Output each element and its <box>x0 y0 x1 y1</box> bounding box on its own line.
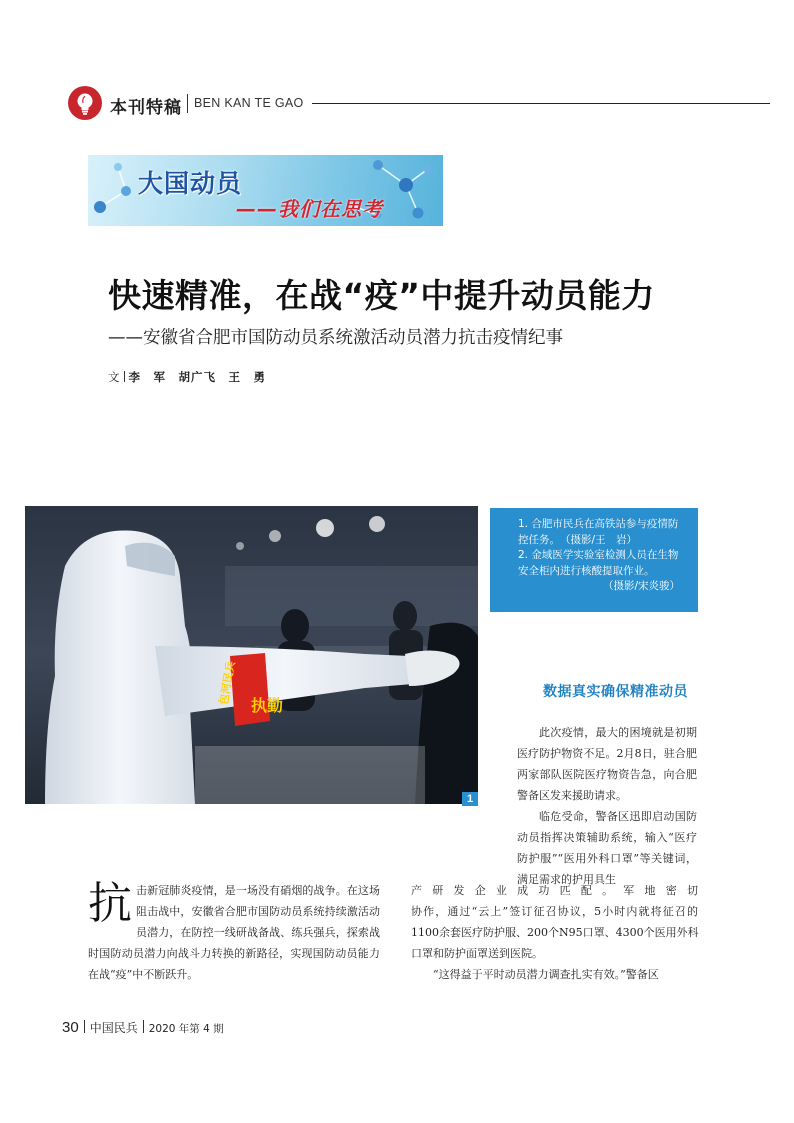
section-heading: 数据真实确保精准动员 <box>543 684 688 700</box>
byline-prefix: 文 <box>108 370 120 384</box>
column-name-en: BEN KAN TE GAO <box>194 96 304 110</box>
article-subtitle: ——安徽省合肥市国防动员系统激活动员潜力抗击疫情纪事 <box>108 328 563 348</box>
armband-text: 包河民兵 <box>217 660 238 706</box>
caption-line-2: 2. 金域医学实验室检测人员在生物安全柜内进行核酸提取作业。 <box>518 549 679 577</box>
byline-authors: 李 军 胡广飞 王 勇 <box>128 370 266 384</box>
photo-illustration <box>25 506 478 804</box>
series-banner <box>88 155 443 226</box>
footer-separator <box>84 1020 85 1033</box>
lead-paragraph <box>88 880 380 985</box>
caption-credit-2: （摄影/宋炎骏） <box>602 580 680 592</box>
text-line: “这得益于平时动员潜力调查扎实有效。”警备区 <box>433 968 659 981</box>
armband-duty: 执勤 <box>251 696 284 715</box>
byline <box>108 369 266 385</box>
header-rule <box>312 103 770 104</box>
lightbulb-icon <box>68 86 102 120</box>
body-paragraph-1: 此次疫情，最大的困境就是初期医疗防护物资不足。2月8日，驻合肥两家部队医院医疗物资告急，向合肥警备区发来援助请求。 <box>517 726 697 802</box>
right-column-text <box>517 722 697 890</box>
page-footer <box>62 1017 224 1036</box>
page-number: 30 <box>62 1019 79 1036</box>
header-separator <box>187 94 188 113</box>
byline-separator <box>124 371 125 382</box>
article-title: 快速精准，在战“疫”中提升动员能力 <box>108 276 655 315</box>
text-line: 产研发企业成功匹配。军地密切 <box>411 884 698 897</box>
lead-text: 击新冠肺炎疫情，是一场没有硝烟的战争。在这场阻击战中，安徽省合肥市国防动员系统持续激活动员潜力，在防控一线研战备战、练兵强兵，探索战时国防动员潜力向战斗力转换的新路径，实现国防动员能力在战“疫”中不断跃升。 <box>88 884 380 981</box>
magazine-name: 中国民兵 <box>89 1021 138 1035</box>
issue-number: 2020 年第 4 期 <box>148 1023 224 1035</box>
banner-subtitle: ——我们在思考 <box>236 197 383 221</box>
column-header <box>68 86 770 122</box>
text-line: 口罩和防护面罩送到医院。 <box>411 947 543 960</box>
column-name-cn: 本刊特稿 <box>110 98 182 118</box>
body-paragraph-2: 临危受命，警备区迅即启动国防动员指挥决策辅助系统，输入“医疗防护服”“医用外科口罩”等关键词，满足需求的护用具生 <box>517 810 697 886</box>
drop-cap: 抗 <box>88 878 132 929</box>
photo-number-badge: 1 <box>462 792 478 806</box>
banner-title: 大国动员 <box>138 169 243 198</box>
continued-text <box>411 880 698 985</box>
footer-separator <box>143 1020 144 1033</box>
article-photo <box>25 506 478 804</box>
photo-caption-box <box>490 508 698 612</box>
caption-line-1: 1. 合肥市民兵在高铁站参与疫情防控任务。 （摄影/王 岩） <box>518 518 679 546</box>
text-line: 协作，通过“云上”签订征召协议，5小时内就将征召的 <box>411 905 698 918</box>
text-line: 1100余套医疗防护服、200个N95口罩、4300个医用外科 <box>411 926 699 939</box>
